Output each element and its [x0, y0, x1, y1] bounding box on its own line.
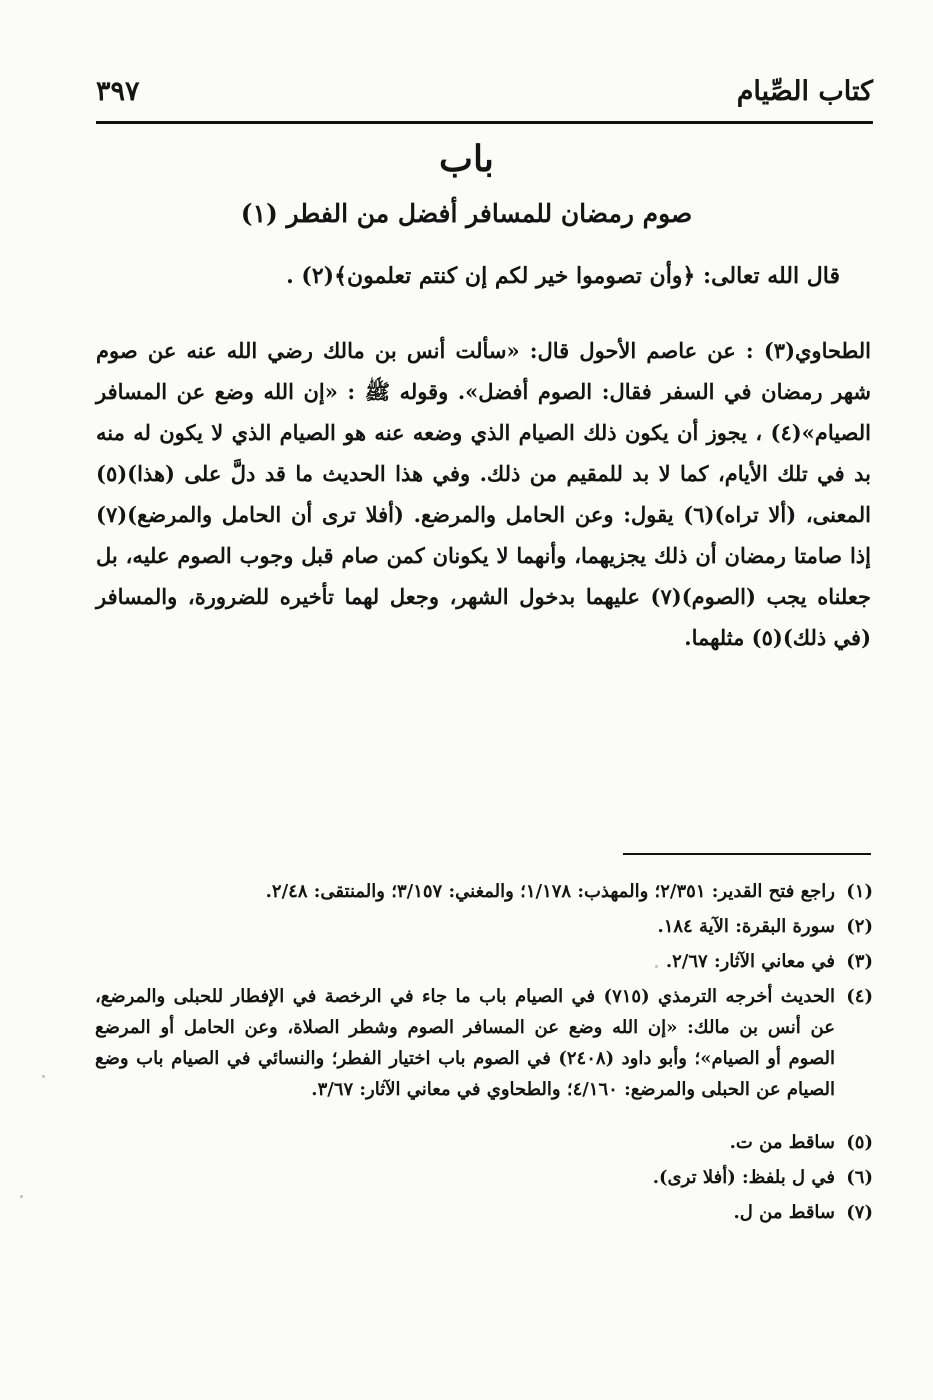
scan-speck	[42, 1075, 45, 1078]
footnote-text: الحديث أخرجه الترمذي (٧١٥) في الصيام باب ما جاء في الرخصة في الإفطار للحبلى والمرضع، عن أنس بن مالك: «إن الله وضع عن المسافر الصوم وشطر الصلاة، وعن الحامل أو المرضع الصوم أو الصيام»؛ وأبو داود (٢٤٠٨) في الصوم باب اختيار الفطر؛ والنسائي في الصيام باب وضع الصيام عن الحبلى والمرضع: ٤/١٦٠؛ والطحاوي في معاني الآثار: ٣/٦٧.	[95, 986, 836, 1100]
footnote-item	[95, 876, 873, 907]
footnote-text: ساقط من ل.	[733, 1202, 835, 1223]
footnote-item	[95, 1162, 873, 1193]
quran-verse: قال الله تعالى: ﴿وأن تصوموا خير لكم إن كنتم تعلمون﴾(٢) .	[286, 263, 840, 289]
footnote-item	[95, 981, 873, 1105]
footnote-number: (٥)	[846, 1132, 873, 1153]
footnote-text: سورة البقرة: الآية ١٨٤.	[657, 916, 835, 937]
page-header	[96, 58, 873, 122]
chapter-title: صوم رمضان للمسافر أفضل من الفطر (١)	[240, 199, 693, 228]
footnote-number: (٦)	[846, 1167, 873, 1188]
footnote-text: راجع فتح القدير: ٢/٣٥١؛ والمهذب: ١/١٧٨؛ والمغني: ٣/١٥٧؛ والمنتقى: ٢/٤٨.	[265, 881, 835, 902]
footnote-number: (٧)	[846, 1202, 873, 1223]
scan-speck	[655, 965, 658, 968]
footnote-number: (٣)	[846, 951, 873, 972]
footnote-separator	[623, 853, 871, 855]
footnote-text: ساقط من ت.	[729, 1132, 835, 1153]
scan-speck	[20, 1195, 23, 1198]
page-number: ٣٩٧	[96, 76, 140, 107]
footnote-text: في ل بلفظ: (أفلا ترى).	[652, 1167, 835, 1188]
header-rule	[96, 121, 873, 124]
footnote-number: (١)	[846, 881, 873, 902]
footnote-item	[95, 1197, 873, 1228]
book-title: كتاب الصِّيام	[736, 76, 873, 107]
footnote-number: (٢)	[846, 916, 873, 937]
chapter-label: باب	[439, 138, 494, 180]
footnote-item	[95, 1127, 873, 1158]
footnote-item	[95, 946, 873, 977]
footnote-number: (٤)	[846, 986, 873, 1007]
main-paragraph: الطحاوي(٣) : عن عاصم الأحول قال: «سألت أنس بن مالك رضي الله عنه عن صوم شهر رمضان في السفر فقال: الصوم أفضل». وقوله ﷺ : «إن الله وضع عن المسافر الصيام»(٤) ، يجوز أن يكون ذلك الصيام الذي وضعه عنه هو الصيام الذي لا يكون له منه بد في تلك الأيام، كما لا بد للمقيم من ذلك. وفي هذا الحديث ما قد دلَّ على (هذا)(٥) المعنى، (ألا تراه)(٦) يقول: وعن الحامل والمرضع. (أفلا ترى أن الحامل والمرضع)(٧) إذا صامتا رمضان أن ذلك يجزيهما، وأنهما لا يكونان كمن صام قبل وجوب الصوم عليه، بل جعلناه يجب (الصوم)(٧) عليهما بدخول الشهر، وجعل لهما تأخيره للضرورة، والمسافر (في ذلك)(٥) مثلهما.	[96, 338, 871, 650]
footnote-text: في معاني الآثار: ٢/٦٧.	[665, 951, 835, 972]
footnotes	[95, 876, 873, 1232]
footnote-item	[95, 911, 873, 942]
